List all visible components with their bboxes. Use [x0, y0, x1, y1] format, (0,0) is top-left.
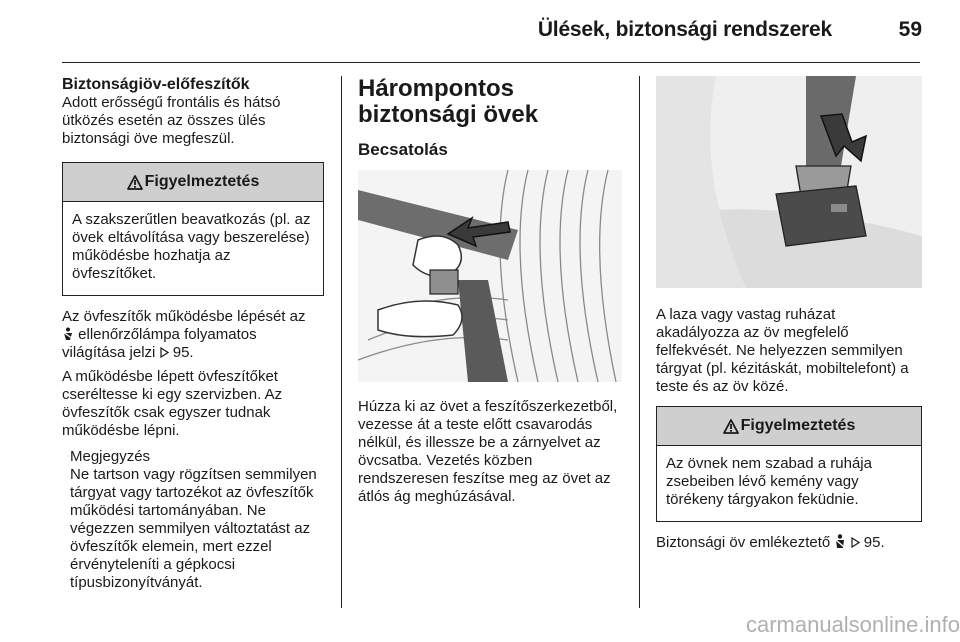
section-title-pretensioners: Biztonságiöv-előfeszítők: [62, 76, 250, 93]
para1-text-after: ellenőrzőlámpa folyamatos világítása jelzi: [62, 326, 257, 361]
seatbelt-fastening-illustration: [358, 170, 622, 382]
header-rule: [62, 62, 920, 63]
note-title: Megjegyzés: [70, 448, 151, 465]
pretensioner-intro: Adott erősségű frontális és hátsó ütközés esetén az összes ülés biztonsági öve megfeszül.: [62, 94, 281, 147]
column-divider-2: [639, 76, 640, 608]
pretensioner-replace-paragraph: A működésbe lépett övfeszítőket cseréltesse ki egy szervizben. Az övfeszítők csak egyszer tudnak működésbe lépni.: [62, 368, 283, 439]
warning-text: A szakszerűtlen beavatkozás (pl. az övek eltávolítása vagy beszerelése) működésbe hozhatja az övfeszítőket.: [72, 211, 311, 282]
warning-box: [62, 162, 324, 296]
reminder-text: Biztonsági öv emlékeztető: [656, 534, 831, 551]
seatbelt-pretensioner-warning-lamp-icon: [62, 327, 74, 341]
warning-triangle-icon: [723, 419, 739, 434]
belt-reminder-paragraph: [656, 534, 922, 552]
para1-page-ref[interactable]: 95.: [172, 344, 194, 361]
warning-heading: Figyelmeztetés: [144, 173, 260, 190]
clothing-notice: A laza vagy vastag ruházat akadályozza az öv megfelelő felfekvését. Ne helyezzen semmilyen tárgyat (pl. kézitáskát, mobiltelefont) a teste és az öv közé.: [656, 306, 909, 395]
warning-header-2: [657, 407, 921, 446]
warning-heading-2: Figyelmeztetés: [740, 417, 856, 434]
column-right: [656, 76, 922, 552]
reminder-page-ref[interactable]: 95.: [863, 534, 885, 551]
warning-box-2: [656, 406, 922, 522]
cross-reference-arrow-icon: [851, 537, 860, 548]
watermark: carmanualsonline.info: [745, 612, 960, 637]
cross-reference-arrow-icon: [160, 347, 169, 358]
seatbelt-buckle-illustration: [656, 76, 922, 288]
warning-header: [63, 163, 323, 202]
page-number: 59: [898, 18, 922, 41]
seatbelt-reminder-icon: [834, 534, 846, 549]
column-left: [62, 76, 324, 592]
pretensioner-indicator-paragraph: [62, 308, 324, 362]
note-text: Ne tartson vagy rögzítsen semmilyen tárgyat vagy tartozékot az övfeszítők működési tartományában. Ne végezzen semmilyen változtatást az övfeszítők elemein, mert ezzel érvényteleníti a gépkocsi típusbizonyítványát.: [70, 466, 317, 591]
subsection-title-fastening: Becsatolás: [358, 140, 448, 159]
note-block: [70, 448, 324, 592]
section-title-three-point-belts: Hárompontos biztonsági övek: [358, 75, 539, 128]
page-header-title: Ülések, biztonsági rendszerek: [537, 18, 832, 41]
para1-text-before: Az övfeszítők működésbe lépését az: [62, 308, 306, 325]
warning-triangle-icon: [127, 175, 143, 190]
warning-text-2: Az övnek nem szabad a ruhája zsebeiben lévő kemény vagy törékeny tárgyakon feküdnie.: [666, 455, 872, 508]
column-divider-1: [341, 76, 342, 608]
column-middle: [358, 76, 622, 506]
fastening-instructions: Húzza ki az övet a feszítőszerkezetből, vezesse át a teste előtt csavarodás nélkül, és illessze be a zárnyelvet az övcsatba. Vezetés közben rendszeresen feszítse meg az övet az átlós ág meghúzásával.: [358, 398, 618, 505]
